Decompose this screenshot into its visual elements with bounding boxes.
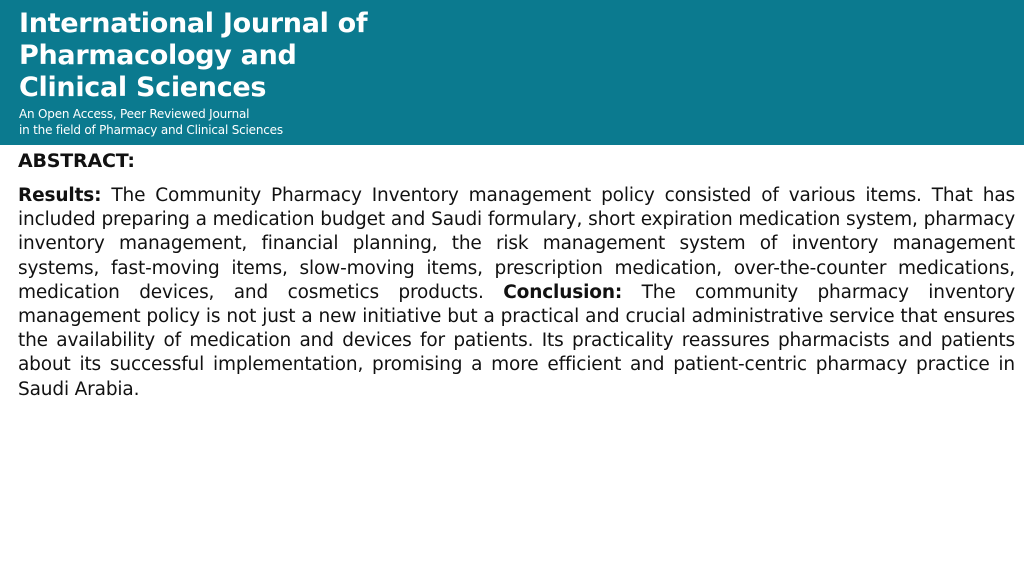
journal-title-line-3: Clinical Sciences [19,72,267,103]
journal-title [19,8,367,104]
abstract-heading: ABSTRACT: [18,150,135,172]
abstract-body [18,184,1015,402]
journal-tagline-line-2: in the field of Pharmacy and Clinical Sciences [19,123,283,137]
journal-banner [0,0,1024,145]
abstract-section [18,148,1015,402]
journal-title-line-1: International Journal of [19,8,368,39]
journal-title-line-2: Pharmacology and [19,40,297,71]
results-label: Results: [18,185,102,206]
journal-tagline [19,106,283,138]
conclusion-label: Conclusion: [503,281,623,303]
conclusion-text: The community pharmacy inventory management policy is not just a new initiative but a practical and crucial administrative service that ensures the availability of medication and devices for patients. Its practicality reassures pharmacists and patients about its successful implementation, promising a more efficient and patient-centric pharmacy practice in Saudi Arabia. [18,281,1015,400]
journal-tagline-line-1: An Open Access, Peer Reviewed Journal [19,107,250,121]
results-text: The Community Pharmacy Inventory management policy consisted of various items. That has included preparing a medication budget and Saudi formulary, short expiration medication system, pharmacy inventory management, financial planning, the risk management system of inventory management systems, fast-moving items, slow-moving items, prescription medication, over-the-counter medications, medication devices, and cosmetics products. [18,185,1015,303]
